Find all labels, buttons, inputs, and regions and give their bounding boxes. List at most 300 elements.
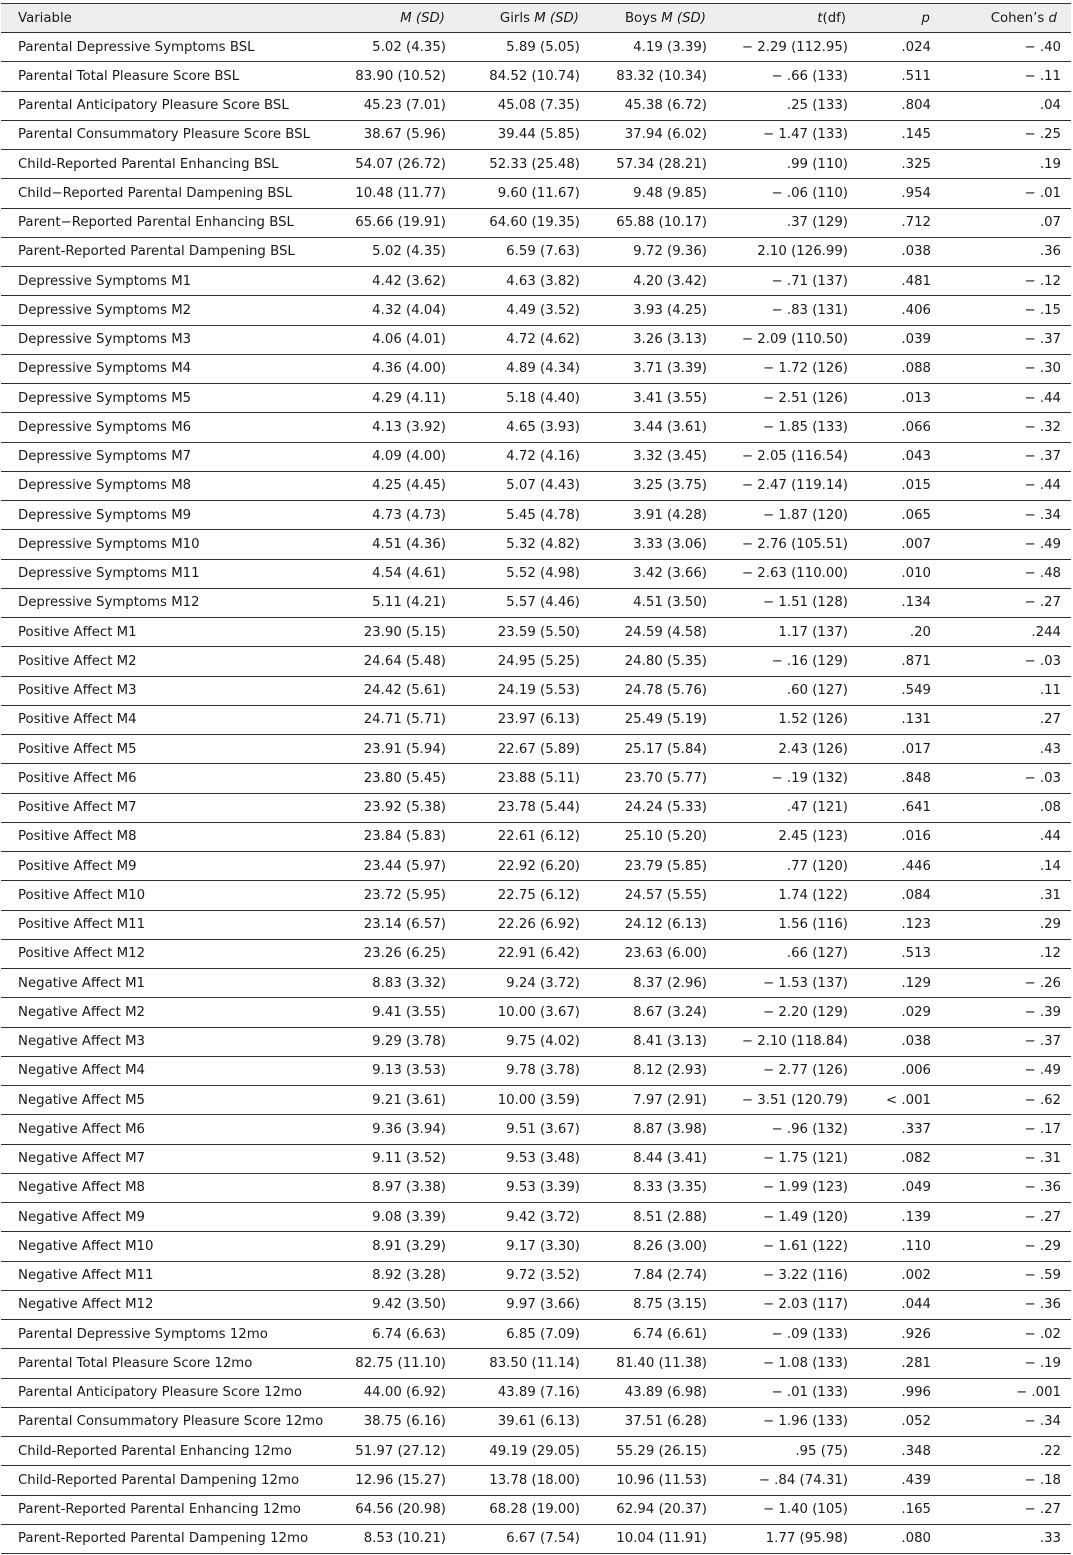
cell-p-value: .039 xyxy=(856,325,945,354)
cell-girls-mean-sd: 23.59 (5.50) xyxy=(446,618,580,647)
cell-mean-sd: 9.21 (3.61) xyxy=(353,1086,446,1115)
cell-mean-sd: 5.02 (4.35) xyxy=(353,33,446,62)
cell-boys-mean-sd: 3.26 (3.13) xyxy=(580,325,707,354)
cell-boys-mean-sd: 43.89 (6.98) xyxy=(580,1378,707,1407)
cell-p-value: .848 xyxy=(856,764,945,793)
cell-girls-mean-sd: 9.53 (3.39) xyxy=(446,1173,580,1202)
cell-variable: Negative Affect M5 xyxy=(1,1086,353,1115)
cell-mean-sd: 4.51 (4.36) xyxy=(353,530,446,559)
cell-girls-mean-sd: 6.85 (7.09) xyxy=(446,1320,580,1349)
cell-mean-sd: 45.23 (7.01) xyxy=(353,91,446,120)
cell-cohens-d: − .03 xyxy=(945,647,1071,676)
cell-variable: Depressive Symptoms M1 xyxy=(1,267,353,296)
cell-mean-sd: 23.72 (5.95) xyxy=(353,881,446,910)
cell-t-df: .66 (127) xyxy=(707,939,856,968)
table-row xyxy=(1,1261,1071,1290)
cell-t-df: .47 (121) xyxy=(707,793,856,822)
cell-t-df: − .84 (74.31) xyxy=(707,1466,856,1495)
cell-t-df: .99 (110) xyxy=(707,150,856,179)
cell-girls-mean-sd: 24.95 (5.25) xyxy=(446,647,580,676)
cell-p-value: .015 xyxy=(856,471,945,500)
cell-boys-mean-sd: 3.44 (3.61) xyxy=(580,413,707,442)
cell-girls-mean-sd: 4.72 (4.16) xyxy=(446,442,580,471)
cell-t-df: − 1.47 (133) xyxy=(707,120,856,149)
cell-boys-mean-sd: 24.59 (4.58) xyxy=(580,618,707,647)
cell-p-value: .325 xyxy=(856,150,945,179)
cell-cohens-d: − .32 xyxy=(945,413,1071,442)
cell-boys-mean-sd: 25.10 (5.20) xyxy=(580,822,707,851)
cell-girls-mean-sd: 84.52 (10.74) xyxy=(446,62,580,91)
table-row xyxy=(1,793,1071,822)
table-row xyxy=(1,33,1071,62)
cell-mean-sd: 8.97 (3.38) xyxy=(353,1173,446,1202)
cell-cohens-d: − .11 xyxy=(945,62,1071,91)
cell-mean-sd: 38.67 (5.96) xyxy=(353,120,446,149)
cell-p-value: .043 xyxy=(856,442,945,471)
cell-variable: Depressive Symptoms M11 xyxy=(1,559,353,588)
cell-boys-mean-sd: 4.51 (3.50) xyxy=(580,588,707,617)
cell-boys-mean-sd: 9.72 (9.36) xyxy=(580,237,707,266)
cell-variable: Depressive Symptoms M3 xyxy=(1,325,353,354)
cell-variable: Positive Affect M7 xyxy=(1,793,353,822)
cell-p-value: .024 xyxy=(856,33,945,62)
cell-boys-mean-sd: 24.12 (6.13) xyxy=(580,910,707,939)
cell-p-value: .049 xyxy=(856,1173,945,1202)
cell-t-df: − 1.87 (120) xyxy=(707,501,856,530)
cell-variable: Positive Affect M8 xyxy=(1,822,353,851)
table-row xyxy=(1,1320,1071,1349)
cell-variable: Positive Affect M1 xyxy=(1,618,353,647)
cell-girls-mean-sd: 5.32 (4.82) xyxy=(446,530,580,559)
table-row xyxy=(1,1144,1071,1173)
cell-variable: Parental Depressive Symptoms 12mo xyxy=(1,1320,353,1349)
cell-variable: Negative Affect M7 xyxy=(1,1144,353,1173)
cell-mean-sd: 23.26 (6.25) xyxy=(353,939,446,968)
cell-t-df: 1.17 (137) xyxy=(707,618,856,647)
cell-t-df: − 1.99 (123) xyxy=(707,1173,856,1202)
cell-p-value: .006 xyxy=(856,1056,945,1085)
table-row xyxy=(1,1524,1071,1553)
cell-boys-mean-sd: 3.71 (3.39) xyxy=(580,354,707,383)
cell-girls-mean-sd: 22.75 (6.12) xyxy=(446,881,580,910)
cell-mean-sd: 23.92 (5.38) xyxy=(353,793,446,822)
table-row xyxy=(1,1407,1071,1436)
cell-boys-mean-sd: 8.33 (3.35) xyxy=(580,1173,707,1202)
cell-variable: Parental Total Pleasure Score BSL xyxy=(1,62,353,91)
cell-cohens-d: − .36 xyxy=(945,1290,1071,1319)
cell-cohens-d: .22 xyxy=(945,1437,1071,1466)
cell-girls-mean-sd: 9.53 (3.48) xyxy=(446,1144,580,1173)
cell-mean-sd: 44.00 (6.92) xyxy=(353,1378,446,1407)
table-row xyxy=(1,822,1071,851)
cell-p-value: .641 xyxy=(856,793,945,822)
cell-boys-mean-sd: 3.32 (3.45) xyxy=(580,442,707,471)
cell-p-value: .029 xyxy=(856,998,945,1027)
cell-mean-sd: 8.53 (10.21) xyxy=(353,1524,446,1553)
cell-girls-mean-sd: 9.72 (3.52) xyxy=(446,1261,580,1290)
cell-boys-mean-sd: 8.51 (2.88) xyxy=(580,1203,707,1232)
table-row xyxy=(1,969,1071,998)
cell-mean-sd: 4.36 (4.00) xyxy=(353,354,446,383)
cell-girls-mean-sd: 4.49 (3.52) xyxy=(446,296,580,325)
cell-girls-mean-sd: 83.50 (11.14) xyxy=(446,1349,580,1378)
cell-p-value: .439 xyxy=(856,1466,945,1495)
cell-boys-mean-sd: 24.24 (5.33) xyxy=(580,793,707,822)
cell-mean-sd: 4.42 (3.62) xyxy=(353,267,446,296)
cell-cohens-d: .29 xyxy=(945,910,1071,939)
cell-girls-mean-sd: 9.42 (3.72) xyxy=(446,1203,580,1232)
cell-variable: Child-Reported Parental Enhancing 12mo xyxy=(1,1437,353,1466)
table-row xyxy=(1,735,1071,764)
cell-variable: Depressive Symptoms M2 xyxy=(1,296,353,325)
cell-boys-mean-sd: 4.19 (3.39) xyxy=(580,33,707,62)
cell-cohens-d: − .34 xyxy=(945,501,1071,530)
cell-p-value: .406 xyxy=(856,296,945,325)
cell-t-df: − 2.51 (126) xyxy=(707,384,856,413)
cell-variable: Positive Affect M9 xyxy=(1,852,353,881)
cell-p-value: .010 xyxy=(856,559,945,588)
cell-mean-sd: 5.02 (4.35) xyxy=(353,237,446,266)
cell-cohens-d: .244 xyxy=(945,618,1071,647)
cell-mean-sd: 9.11 (3.52) xyxy=(353,1144,446,1173)
cell-mean-sd: 4.29 (4.11) xyxy=(353,384,446,413)
cell-cohens-d: − .62 xyxy=(945,1086,1071,1115)
cell-mean-sd: 24.71 (5.71) xyxy=(353,705,446,734)
header-girls-mean-sd: Girls M (SD) xyxy=(446,4,580,33)
table-row xyxy=(1,325,1071,354)
table-row xyxy=(1,1115,1071,1144)
cell-variable: Negative Affect M3 xyxy=(1,1027,353,1056)
cell-boys-mean-sd: 83.32 (10.34) xyxy=(580,62,707,91)
cell-cohens-d: − .27 xyxy=(945,588,1071,617)
cell-mean-sd: 4.25 (4.45) xyxy=(353,471,446,500)
cell-mean-sd: 4.54 (4.61) xyxy=(353,559,446,588)
table-row xyxy=(1,618,1071,647)
cell-cohens-d: − .25 xyxy=(945,120,1071,149)
cell-p-value: .145 xyxy=(856,120,945,149)
cell-cohens-d: − .31 xyxy=(945,1144,1071,1173)
cell-cohens-d: − .34 xyxy=(945,1407,1071,1436)
cell-boys-mean-sd: 3.25 (3.75) xyxy=(580,471,707,500)
header-t-df: t(df) xyxy=(707,4,856,33)
cell-variable: Depressive Symptoms M8 xyxy=(1,471,353,500)
cell-cohens-d: − .37 xyxy=(945,442,1071,471)
cell-p-value: .016 xyxy=(856,822,945,851)
cell-boys-mean-sd: 23.70 (5.77) xyxy=(580,764,707,793)
cell-cohens-d: − .36 xyxy=(945,1173,1071,1202)
cell-p-value: .712 xyxy=(856,208,945,237)
table-row xyxy=(1,676,1071,705)
cell-p-value: .337 xyxy=(856,1115,945,1144)
cell-variable: Negative Affect M6 xyxy=(1,1115,353,1144)
cell-girls-mean-sd: 4.72 (4.62) xyxy=(446,325,580,354)
cell-variable: Child-Reported Parental Dampening 12mo xyxy=(1,1466,353,1495)
cell-p-value: .871 xyxy=(856,647,945,676)
cell-t-df: − 2.47 (119.14) xyxy=(707,471,856,500)
cell-boys-mean-sd: 55.29 (26.15) xyxy=(580,1437,707,1466)
header-mean-sd: M (SD) xyxy=(353,4,446,33)
cell-cohens-d: − .37 xyxy=(945,325,1071,354)
cell-cohens-d: − .37 xyxy=(945,1027,1071,1056)
cell-cohens-d: − .12 xyxy=(945,267,1071,296)
cell-boys-mean-sd: 8.37 (2.96) xyxy=(580,969,707,998)
cell-mean-sd: 9.08 (3.39) xyxy=(353,1203,446,1232)
cell-p-value: .281 xyxy=(856,1349,945,1378)
cell-variable: Parental Anticipatory Pleasure Score BSL xyxy=(1,91,353,120)
cell-p-value: .013 xyxy=(856,384,945,413)
cell-girls-mean-sd: 5.57 (4.46) xyxy=(446,588,580,617)
cell-p-value: .017 xyxy=(856,735,945,764)
table-row xyxy=(1,705,1071,734)
cell-t-df: 1.56 (116) xyxy=(707,910,856,939)
table-row xyxy=(1,1495,1071,1524)
cell-mean-sd: 4.09 (4.00) xyxy=(353,442,446,471)
cell-t-df: 2.43 (126) xyxy=(707,735,856,764)
cell-mean-sd: 4.13 (3.92) xyxy=(353,413,446,442)
cell-boys-mean-sd: 24.57 (5.55) xyxy=(580,881,707,910)
cell-boys-mean-sd: 8.26 (3.00) xyxy=(580,1232,707,1261)
cell-boys-mean-sd: 8.87 (3.98) xyxy=(580,1115,707,1144)
cell-cohens-d: − .29 xyxy=(945,1232,1071,1261)
cell-girls-mean-sd: 13.78 (18.00) xyxy=(446,1466,580,1495)
cell-variable: Depressive Symptoms M6 xyxy=(1,413,353,442)
cell-girls-mean-sd: 22.92 (6.20) xyxy=(446,852,580,881)
cell-p-value: .926 xyxy=(856,1320,945,1349)
cell-p-value: .446 xyxy=(856,852,945,881)
cell-t-df: − .09 (133) xyxy=(707,1320,856,1349)
cell-p-value: .038 xyxy=(856,1027,945,1056)
cell-variable: Depressive Symptoms M7 xyxy=(1,442,353,471)
table-row xyxy=(1,530,1071,559)
cell-girls-mean-sd: 45.08 (7.35) xyxy=(446,91,580,120)
header-p-value: p xyxy=(856,4,945,33)
cell-cohens-d: .04 xyxy=(945,91,1071,120)
cell-variable: Parental Total Pleasure Score 12mo xyxy=(1,1349,353,1378)
table-row xyxy=(1,852,1071,881)
table-row xyxy=(1,1232,1071,1261)
cell-variable: Parent-Reported Parental Dampening BSL xyxy=(1,237,353,266)
cell-t-df: − .01 (133) xyxy=(707,1378,856,1407)
cell-girls-mean-sd: 5.52 (4.98) xyxy=(446,559,580,588)
cell-cohens-d: − .59 xyxy=(945,1261,1071,1290)
cell-mean-sd: 8.83 (3.32) xyxy=(353,969,446,998)
cell-t-df: − 1.51 (128) xyxy=(707,588,856,617)
cell-boys-mean-sd: 25.49 (5.19) xyxy=(580,705,707,734)
cell-boys-mean-sd: 4.20 (3.42) xyxy=(580,267,707,296)
cell-variable: Negative Affect M12 xyxy=(1,1290,353,1319)
cell-girls-mean-sd: 9.51 (3.67) xyxy=(446,1115,580,1144)
table-row xyxy=(1,179,1071,208)
table-row xyxy=(1,91,1071,120)
table-row xyxy=(1,208,1071,237)
cell-t-df: − 2.03 (117) xyxy=(707,1290,856,1319)
cell-girls-mean-sd: 5.07 (4.43) xyxy=(446,471,580,500)
cell-t-df: − 1.85 (133) xyxy=(707,413,856,442)
cell-mean-sd: 6.74 (6.63) xyxy=(353,1320,446,1349)
cell-girls-mean-sd: 5.89 (5.05) xyxy=(446,33,580,62)
table-row xyxy=(1,998,1071,1027)
cell-t-df: − 2.09 (110.50) xyxy=(707,325,856,354)
cell-cohens-d: .44 xyxy=(945,822,1071,851)
cell-t-df: 2.45 (123) xyxy=(707,822,856,851)
cell-girls-mean-sd: 23.88 (5.11) xyxy=(446,764,580,793)
cell-boys-mean-sd: 81.40 (11.38) xyxy=(580,1349,707,1378)
cell-t-df: − 1.61 (122) xyxy=(707,1232,856,1261)
cell-girls-mean-sd: 22.67 (5.89) xyxy=(446,735,580,764)
cell-boys-mean-sd: 3.42 (3.66) xyxy=(580,559,707,588)
cell-cohens-d: .08 xyxy=(945,793,1071,822)
table-row xyxy=(1,1056,1071,1085)
cell-girls-mean-sd: 64.60 (19.35) xyxy=(446,208,580,237)
cell-p-value: .20 xyxy=(856,618,945,647)
cell-t-df: − 2.05 (116.54) xyxy=(707,442,856,471)
cell-p-value: .511 xyxy=(856,62,945,91)
cell-cohens-d: .19 xyxy=(945,150,1071,179)
cell-boys-mean-sd: 3.33 (3.06) xyxy=(580,530,707,559)
cell-variable: Parent−Reported Parental Enhancing BSL xyxy=(1,208,353,237)
cell-boys-mean-sd: 45.38 (6.72) xyxy=(580,91,707,120)
cell-cohens-d: − .40 xyxy=(945,33,1071,62)
cell-p-value: < .001 xyxy=(856,1086,945,1115)
cell-boys-mean-sd: 7.97 (2.91) xyxy=(580,1086,707,1115)
cell-t-df: 1.77 (95.98) xyxy=(707,1524,856,1553)
cell-t-df: − .83 (131) xyxy=(707,296,856,325)
cell-mean-sd: 51.97 (27.12) xyxy=(353,1437,446,1466)
cell-boys-mean-sd: 3.91 (4.28) xyxy=(580,501,707,530)
cell-variable: Depressive Symptoms M5 xyxy=(1,384,353,413)
cell-cohens-d: .27 xyxy=(945,705,1071,734)
table-row xyxy=(1,237,1071,266)
cell-variable: Positive Affect M3 xyxy=(1,676,353,705)
cell-p-value: .044 xyxy=(856,1290,945,1319)
cell-mean-sd: 12.96 (15.27) xyxy=(353,1466,446,1495)
table-container xyxy=(1,3,1071,1554)
cell-cohens-d: .11 xyxy=(945,676,1071,705)
cell-mean-sd: 9.36 (3.94) xyxy=(353,1115,446,1144)
cell-cohens-d: − .001 xyxy=(945,1378,1071,1407)
cell-girls-mean-sd: 23.78 (5.44) xyxy=(446,793,580,822)
cell-variable: Child−Reported Parental Dampening BSL xyxy=(1,179,353,208)
cell-boys-mean-sd: 25.17 (5.84) xyxy=(580,735,707,764)
cell-t-df: − 3.51 (120.79) xyxy=(707,1086,856,1115)
cell-girls-mean-sd: 4.63 (3.82) xyxy=(446,267,580,296)
cell-mean-sd: 4.73 (4.73) xyxy=(353,501,446,530)
cell-t-df: − .71 (137) xyxy=(707,267,856,296)
cell-p-value: .066 xyxy=(856,413,945,442)
cell-cohens-d: − .49 xyxy=(945,530,1071,559)
table-row xyxy=(1,764,1071,793)
table-row xyxy=(1,647,1071,676)
cell-boys-mean-sd: 8.44 (3.41) xyxy=(580,1144,707,1173)
table-row xyxy=(1,354,1071,383)
cell-t-df: − 1.72 (126) xyxy=(707,354,856,383)
cell-girls-mean-sd: 39.44 (5.85) xyxy=(446,120,580,149)
cell-variable: Negative Affect M4 xyxy=(1,1056,353,1085)
cell-p-value: .131 xyxy=(856,705,945,734)
cell-variable: Negative Affect M2 xyxy=(1,998,353,1027)
table-row xyxy=(1,501,1071,530)
table-row xyxy=(1,939,1071,968)
cell-girls-mean-sd: 10.00 (3.67) xyxy=(446,998,580,1027)
cell-mean-sd: 9.41 (3.55) xyxy=(353,998,446,1027)
cell-girls-mean-sd: 22.61 (6.12) xyxy=(446,822,580,851)
cell-mean-sd: 8.92 (3.28) xyxy=(353,1261,446,1290)
cell-variable: Depressive Symptoms M12 xyxy=(1,588,353,617)
table-row xyxy=(1,384,1071,413)
cell-variable: Depressive Symptoms M10 xyxy=(1,530,353,559)
cell-t-df: − .06 (110) xyxy=(707,179,856,208)
cell-mean-sd: 9.29 (3.78) xyxy=(353,1027,446,1056)
cell-boys-mean-sd: 23.79 (5.85) xyxy=(580,852,707,881)
cell-t-df: − .66 (133) xyxy=(707,62,856,91)
table-row xyxy=(1,62,1071,91)
table-row xyxy=(1,1027,1071,1056)
cell-girls-mean-sd: 24.19 (5.53) xyxy=(446,676,580,705)
cell-t-df: − 2.76 (105.51) xyxy=(707,530,856,559)
cell-girls-mean-sd: 9.78 (3.78) xyxy=(446,1056,580,1085)
table-row xyxy=(1,150,1071,179)
table-row xyxy=(1,296,1071,325)
cell-mean-sd: 65.66 (19.91) xyxy=(353,208,446,237)
cell-variable: Positive Affect M4 xyxy=(1,705,353,734)
cell-variable: Depressive Symptoms M9 xyxy=(1,501,353,530)
cell-cohens-d: .36 xyxy=(945,237,1071,266)
cell-cohens-d: − .49 xyxy=(945,1056,1071,1085)
cell-mean-sd: 23.14 (6.57) xyxy=(353,910,446,939)
cell-mean-sd: 23.90 (5.15) xyxy=(353,618,446,647)
cell-cohens-d: .07 xyxy=(945,208,1071,237)
cell-boys-mean-sd: 23.63 (6.00) xyxy=(580,939,707,968)
cell-p-value: .513 xyxy=(856,939,945,968)
cell-variable: Positive Affect M12 xyxy=(1,939,353,968)
cell-variable: Parental Anticipatory Pleasure Score 12mo xyxy=(1,1378,353,1407)
cell-cohens-d: − .27 xyxy=(945,1203,1071,1232)
cell-variable: Negative Affect M8 xyxy=(1,1173,353,1202)
cell-boys-mean-sd: 62.94 (20.37) xyxy=(580,1495,707,1524)
table-row xyxy=(1,1290,1071,1319)
cell-girls-mean-sd: 6.67 (7.54) xyxy=(446,1524,580,1553)
cell-mean-sd: 9.42 (3.50) xyxy=(353,1290,446,1319)
cell-cohens-d: − .17 xyxy=(945,1115,1071,1144)
cell-p-value: .123 xyxy=(856,910,945,939)
cell-mean-sd: 23.84 (5.83) xyxy=(353,822,446,851)
header-row xyxy=(1,4,1071,33)
cell-cohens-d: − .01 xyxy=(945,179,1071,208)
cell-t-df: − 1.75 (121) xyxy=(707,1144,856,1173)
cell-variable: Parental Consummatory Pleasure Score 12mo xyxy=(1,1407,353,1436)
cell-cohens-d: − .15 xyxy=(945,296,1071,325)
cell-t-df: − .96 (132) xyxy=(707,1115,856,1144)
cell-boys-mean-sd: 37.51 (6.28) xyxy=(580,1407,707,1436)
cell-variable: Negative Affect M11 xyxy=(1,1261,353,1290)
cell-p-value: .804 xyxy=(856,91,945,120)
cell-boys-mean-sd: 10.04 (11.91) xyxy=(580,1524,707,1553)
cell-t-df: − .16 (129) xyxy=(707,647,856,676)
cell-cohens-d: − .27 xyxy=(945,1495,1071,1524)
cell-t-df: − 2.63 (110.00) xyxy=(707,559,856,588)
cell-p-value: .002 xyxy=(856,1261,945,1290)
cell-boys-mean-sd: 65.88 (10.17) xyxy=(580,208,707,237)
cell-t-df: − 2.20 (129) xyxy=(707,998,856,1027)
cell-boys-mean-sd: 57.34 (28.21) xyxy=(580,150,707,179)
cell-mean-sd: 24.42 (5.61) xyxy=(353,676,446,705)
cell-t-df: − 2.77 (126) xyxy=(707,1056,856,1085)
cell-girls-mean-sd: 4.65 (3.93) xyxy=(446,413,580,442)
cell-mean-sd: 23.80 (5.45) xyxy=(353,764,446,793)
cell-variable: Positive Affect M6 xyxy=(1,764,353,793)
cell-variable: Depressive Symptoms M4 xyxy=(1,354,353,383)
cell-cohens-d: − .48 xyxy=(945,559,1071,588)
